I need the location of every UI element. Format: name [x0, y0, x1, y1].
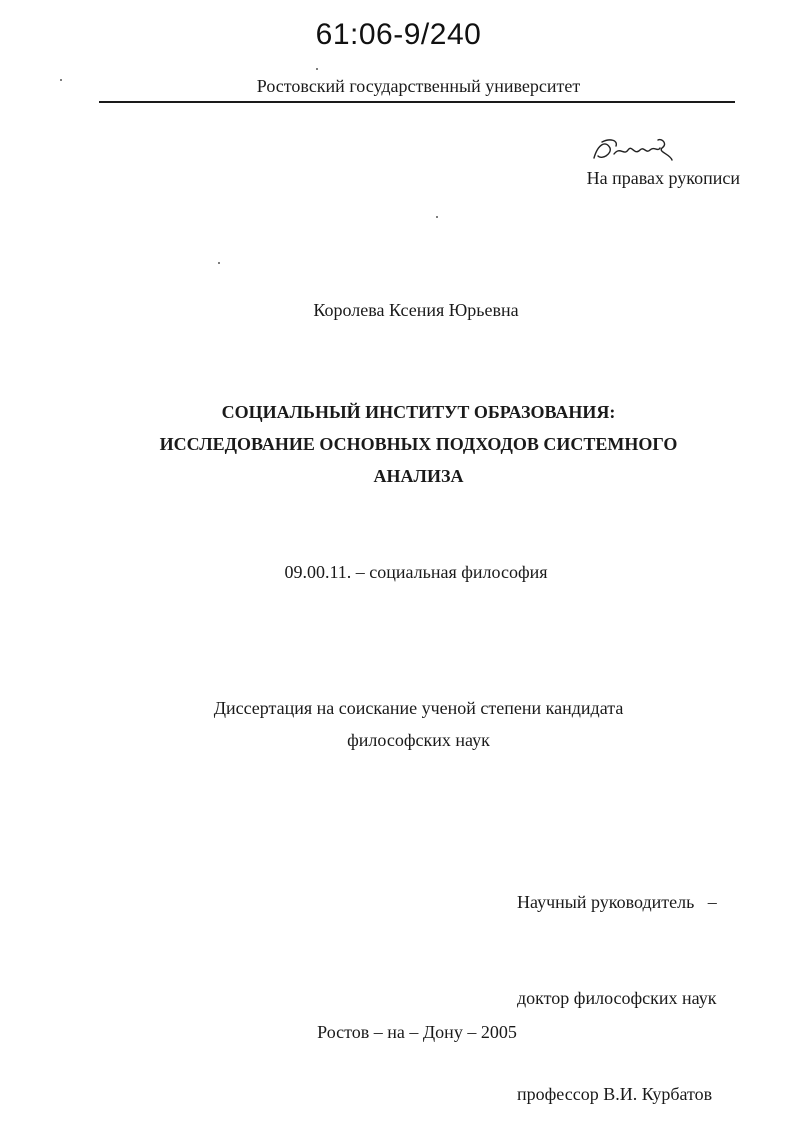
city-year: Ростов – на – Дону – 2005 [317, 1022, 517, 1042]
dissertation-title [0, 396, 797, 492]
title-line: ИССЛЕДОВАНИЕ ОСНОВНЫХ ПОДХОДОВ СИСТЕМНОГО [159, 434, 678, 454]
degree-line: философских наук [347, 730, 490, 750]
scan-speck [316, 68, 318, 70]
catalog-code: 61:06-9/240 [315, 18, 482, 51]
scan-speck [218, 262, 220, 264]
rights-note: На правах рукописи [586, 168, 740, 188]
title-line: СОЦИАЛЬНЫЙ ИНСТИТУТ ОБРАЗОВАНИЯ: [221, 402, 616, 422]
degree-statement [0, 692, 797, 756]
degree-line: Диссертация на соискание ученой степени кандидата [213, 698, 624, 718]
scan-speck [436, 216, 438, 218]
handwritten-signature [588, 134, 678, 166]
title-line: АНАЛИЗА [373, 466, 464, 486]
specialty-code: 09.00.11. – социальная философия [284, 562, 548, 582]
supervisor-line: Научный руководитель – [517, 892, 717, 912]
university-name: Ростовский государственный университет [256, 76, 581, 96]
supervisor-line: доктор философских наук [517, 988, 717, 1008]
supervisor-block [517, 822, 717, 1142]
header-divider [99, 101, 735, 103]
author-name: Королева Ксения Юрьевна [313, 300, 519, 320]
supervisor-line: профессор В.И. Курбатов [517, 1084, 713, 1104]
scan-speck [60, 79, 62, 81]
